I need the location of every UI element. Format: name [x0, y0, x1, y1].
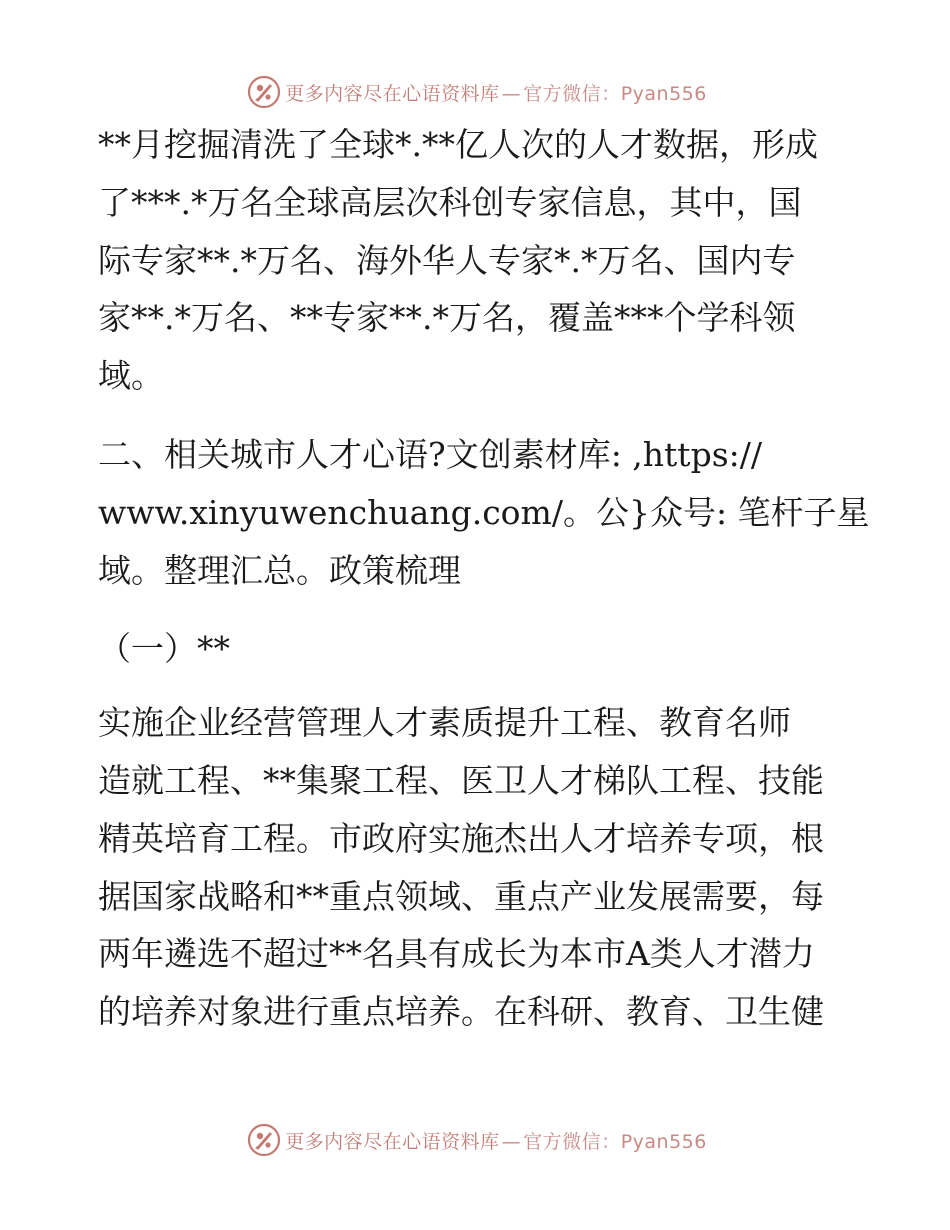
- heading-line: 二、相关城市人才心语?文创素材库: ,https://: [98, 434, 762, 474]
- watermark-group: [247, 75, 707, 109]
- text-line: 家**.*万名、**专家**.*万名，覆盖***个学科领: [98, 298, 796, 338]
- quill-pen-logo-icon: [247, 1123, 281, 1157]
- watermark-wechat-id: Pyan556: [620, 1130, 707, 1153]
- text-line: 造就工程、**集聚工程、医卫人才梯队工程、技能: [98, 760, 824, 800]
- heading-line: 域。整理汇总。政策梳理: [98, 550, 461, 590]
- text-line: **月挖掘清洗了全球*.**亿人次的人才数据，形成: [98, 125, 818, 164]
- text-line: 的培养对象进行重点培养。在科研、教育、卫生健: [98, 992, 824, 1032]
- spacer: [98, 678, 858, 694]
- heading-line: www.xinyuwenchuang.com/。公}众号: 笔杆子星: [98, 492, 870, 532]
- watermark-group: [247, 1123, 707, 1157]
- quill-pen-logo-icon: [247, 75, 281, 109]
- watermark-wechat-id: Pyan556: [620, 82, 707, 105]
- text-line: 两年遴选不超过**名具有成长为本市A类人才潜力: [98, 934, 815, 974]
- section-heading-2: [98, 426, 870, 599]
- watermark-dash: —: [501, 82, 522, 105]
- spacer: [98, 599, 858, 620]
- subheading-line: （一）**: [98, 629, 230, 669]
- text-line: 域。: [98, 356, 164, 396]
- watermark-official-label: 官方微信：: [523, 82, 621, 105]
- spacer: [98, 405, 858, 426]
- paragraph-talent-programs: [98, 694, 858, 1041]
- text-line: 了***.*万名全球高层次科创专家信息，其中，国: [98, 182, 802, 222]
- watermark-text: [285, 79, 707, 106]
- text-line: 据国家战略和**重点领域、重点产业发展需要，每: [98, 876, 824, 916]
- paragraph-talent-data: [98, 116, 858, 405]
- subheading: [98, 620, 858, 678]
- watermark-brand: 更多内容尽在心语资料库: [285, 82, 500, 105]
- watermark-official-label: 官方微信：: [523, 1130, 621, 1153]
- header-watermark: [0, 72, 950, 112]
- watermark-text: [285, 1127, 707, 1154]
- text-line: 际专家**.*万名、海外华人专家*.*万名、国内专: [98, 240, 796, 280]
- text-line: 实施企业经营管理人才素质提升工程、教育名师: [98, 703, 791, 743]
- watermark-brand: 更多内容尽在心语资料库: [285, 1130, 500, 1153]
- footer-watermark: [0, 1120, 950, 1160]
- watermark-dash: —: [501, 1130, 522, 1153]
- text-line: 精英培育工程。市政府实施杰出人才培养专项，根: [98, 818, 824, 858]
- document-body: [98, 116, 870, 1041]
